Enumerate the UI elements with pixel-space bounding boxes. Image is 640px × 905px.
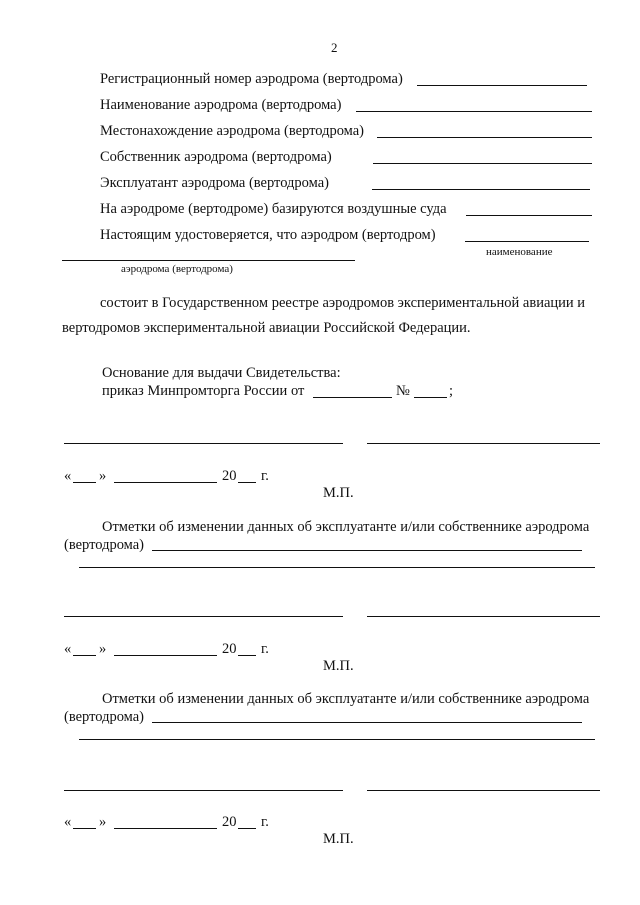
date-close-quote-1: » — [99, 468, 107, 484]
date-year-prefix-1: 20 — [222, 468, 237, 484]
changes-1-line1: Отметки об изменении данных об эксплуатанте и/или собственнике аэродрома — [102, 519, 590, 535]
field-owner-line — [373, 163, 592, 164]
name-continuation-line — [62, 260, 355, 261]
date-close-quote-2: » — [99, 641, 107, 657]
signature-name-line-3 — [367, 790, 600, 791]
changes-2-line2: (вертодрома) — [64, 709, 145, 725]
date-year-prefix-3: 20 — [222, 814, 237, 830]
stamp-3: М.П. — [323, 831, 354, 847]
date-month-line-1 — [114, 482, 217, 483]
date-day-line-3 — [73, 828, 96, 829]
changes-2-line1: Отметки об изменении данных об эксплуатанте и/или собственнике аэродрома — [102, 691, 590, 707]
field-certify-line — [465, 241, 589, 242]
date-day-line-2 — [73, 655, 96, 656]
field-aerodrome-name-line — [356, 111, 592, 112]
date-year-suffix-1: г. — [261, 468, 269, 484]
field-based-aircraft-label: На аэродроме (вертодроме) базируются воздушные суда — [100, 201, 447, 217]
caption-aerodroma: аэродрома (вертодрома) — [121, 263, 233, 275]
signature-position-line-2 — [64, 616, 343, 617]
signature-position-line-1 — [64, 443, 343, 444]
field-operator-line — [372, 189, 590, 190]
field-registration-number-label: Регистрационный номер аэродрома (вертодрома) — [100, 71, 403, 87]
field-registration-number-line — [417, 85, 587, 86]
basis-line2-prefix: приказ Минпромторга России от — [102, 383, 305, 399]
date-day-line-1 — [73, 482, 96, 483]
date-open-quote-3: « — [64, 814, 72, 830]
date-open-quote-2: « — [64, 641, 72, 657]
signature-position-line-3 — [64, 790, 343, 791]
field-operator-label: Эксплуатант аэродрома (вертодрома) — [100, 175, 329, 191]
date-year-suffix-2: г. — [261, 641, 269, 657]
registry-text-line2: вертодромов экспериментальной авиации Российской Федерации. — [62, 320, 471, 336]
date-year-suffix-3: г. — [261, 814, 269, 830]
field-owner-label: Собственник аэродрома (вертодрома) — [100, 149, 332, 165]
changes-1-extra-line — [79, 567, 595, 568]
field-based-aircraft-line — [466, 215, 592, 216]
field-location-line — [377, 137, 592, 138]
date-close-quote-3: » — [99, 814, 107, 830]
basis-line1: Основание для выдачи Свидетельства: — [102, 365, 341, 381]
date-year-line-1 — [238, 482, 256, 483]
registry-text-line1: состоит в Государственном реестре аэродромов экспериментальной авиации и — [100, 295, 586, 311]
date-year-line-3 — [238, 828, 256, 829]
date-year-line-2 — [238, 655, 256, 656]
stamp-2: М.П. — [323, 658, 354, 674]
field-aerodrome-name-label: Наименование аэродрома (вертодрома) — [100, 97, 342, 113]
changes-2-line2-underline — [152, 722, 582, 723]
basis-date-line — [313, 397, 392, 398]
changes-1-line2: (вертодрома) — [64, 537, 145, 553]
date-year-prefix-2: 20 — [222, 641, 237, 657]
date-month-line-2 — [114, 655, 217, 656]
field-certify-label: Настоящим удостоверяется, что аэродром (вертодром) — [100, 227, 436, 243]
basis-number-line — [414, 397, 447, 398]
date-month-line-3 — [114, 828, 217, 829]
changes-1-line2-underline — [152, 550, 582, 551]
signature-name-line-1 — [367, 443, 600, 444]
stamp-1: М.П. — [323, 485, 354, 501]
signature-name-line-2 — [367, 616, 600, 617]
field-location-label: Местонахождение аэродрома (вертодрома) — [100, 123, 365, 139]
page-number: 2 — [331, 40, 338, 55]
date-open-quote-1: « — [64, 468, 72, 484]
changes-2-extra-line — [79, 739, 595, 740]
basis-end: ; — [449, 383, 454, 399]
caption-naimenovanie: наименование — [486, 246, 553, 258]
basis-number-sign: № — [396, 383, 410, 399]
